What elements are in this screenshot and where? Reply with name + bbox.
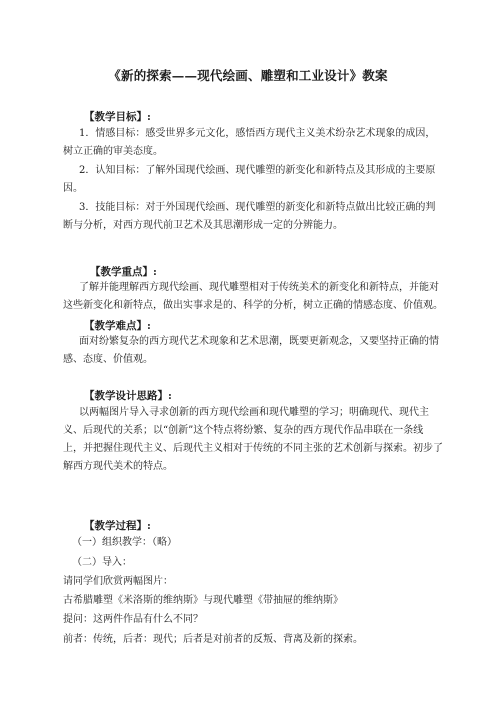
process-line-2: （二）导入： — [72, 557, 132, 568]
objective-item-1: 1．情感目标：感受世界多元文化，感悟西方现代主义美术纷杂艺术现象的成因，树立正确的审美态度。 — [63, 128, 436, 157]
design-text: 以两幅图片导入寻求创新的西方现代绘画和现代雕塑的学习；明确现代、现代主义、后现代的关系；以“创新”这个特点将纷繁、复杂的西方现代作品串联在一条线上，并把握住现代主义、后现代主义相对于传统的不同主张的艺术创新与探索。初步了解西方现代美术的特点。 — [63, 407, 443, 472]
process-line-5: 提问：这两件作品有什么不同？ — [63, 614, 203, 625]
process-line-3: 请同学们欣赏两幅图片： — [63, 576, 173, 587]
difficulties-text: 面对纷繁复杂的西方现代艺术现象和艺术思潮，既要更新观念，又要坚持正确的情感、态度、价值观。 — [63, 336, 439, 365]
process-line-6: 前者：传统，后者：现代；后者是对前者的反叛、背离及新的探索。 — [63, 634, 363, 645]
process-line-4: 古希腊雕塑《米洛斯的维纳斯》与现代雕塑《带抽屉的维纳斯》 — [63, 595, 343, 606]
key-points-heading: 【教学重点】: — [90, 266, 157, 278]
key-points-text: 了解并能理解西方现代绘画、现代雕塑相对于传统美术的新变化和新特点，并能对这些新变化和新特点，做出实事求是的、科学的分析，树立正确的情感态度、价值观。 — [63, 282, 443, 311]
objective-item-2: 2．认知目标：了解外国现代绘画、现代雕塑的新变化和新特点及其形成的主要原因。 — [63, 165, 436, 194]
design-heading: 【教学设计思路】: — [84, 390, 172, 402]
document-title: 《新的探索——现代绘画、雕塑和工业设计》教案 — [108, 68, 388, 83]
process-line-1: （一）组织教学：（略） — [72, 537, 177, 548]
process-heading: 【教学过程】: — [84, 520, 151, 532]
difficulties-heading: 【教学难点】: — [84, 320, 151, 332]
objective-item-3: 3．技能目标：对于外国现代绘画、现代雕塑的新变化和新特点做出比较正确的判断与分析，对西方现代前卫艺术及其思潮形成一定的分辨能力。 — [63, 202, 436, 231]
objectives-heading: 【教学目标】: — [84, 111, 151, 123]
